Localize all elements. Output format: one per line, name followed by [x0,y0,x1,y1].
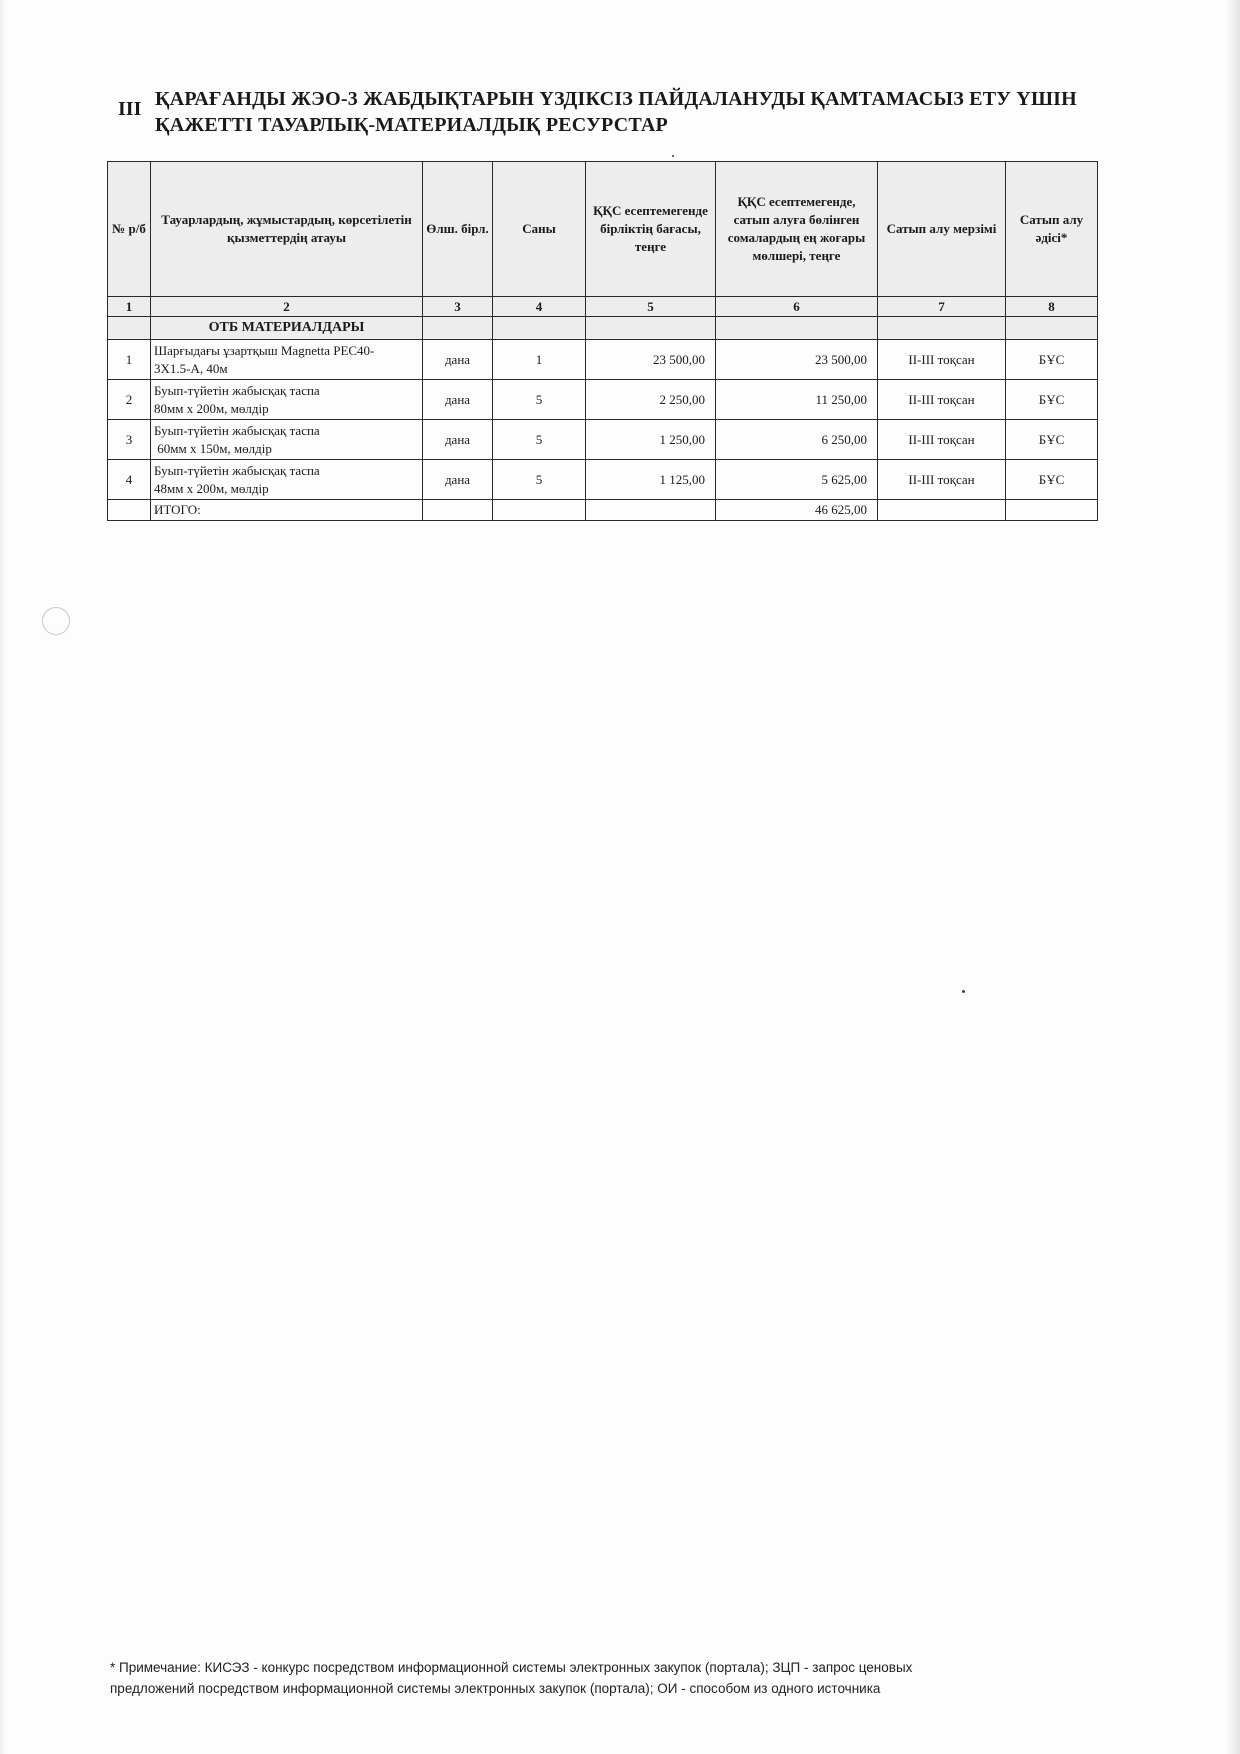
quantity: 1 [493,340,586,380]
scan-speck [672,155,674,157]
header-cell: Сатып алу мерзімі [878,162,1006,297]
purchase-method: БҰС [1006,420,1098,460]
empty-cell [423,317,493,340]
unit: дана [423,380,493,420]
empty-cell [716,317,878,340]
item-name [151,460,423,500]
column-number: 4 [493,297,586,317]
section-title: ҚАРАҒАНДЫ ЖЭО-3 ЖАБДЫҚТАРЫН ҮЗДІКСІЗ ПАЙДАЛАНУДЫ ҚАМТАМАСЫЗ ЕТУ ҮШІН ҚАЖЕТТІ ТАУАРЛЫҚ-МАТЕРИАЛДЫҚ РЕСУРСТАР [155,88,1077,136]
header-cell: Саны [493,162,586,297]
column-number: 5 [586,297,716,317]
row-number: 2 [108,380,151,420]
amount: 11 250,00 [716,380,878,420]
purchase-period: II-III тоқсан [878,380,1006,420]
footnote [110,1657,1120,1699]
section-row [108,317,1098,340]
row-number: 3 [108,420,151,460]
empty-cell [108,500,151,521]
quantity: 5 [493,420,586,460]
scan-speck [962,990,965,993]
empty-cell [878,500,1006,521]
scan-right-edge [1226,0,1240,1754]
amount: 6 250,00 [716,420,878,460]
empty-cell [493,500,586,521]
empty-cell [1006,317,1098,340]
item-name-line: 60мм х 150м, мөлдір [154,440,272,456]
scan-left-edge [0,0,6,1754]
purchase-period: II-III тоқсан [878,420,1006,460]
row-number: 4 [108,460,151,500]
unit-price: 1 250,00 [586,420,716,460]
empty-cell [493,317,586,340]
item-name-line: Буып-түйетін жабысқақ таспа [154,382,320,398]
amount: 23 500,00 [716,340,878,380]
unit: дана [423,420,493,460]
column-number: 2 [151,297,423,317]
header-cell: Тауарлардың, жұмыстардың, көрсетілетін қызметтердің атауы [151,162,423,297]
column-number: 3 [423,297,493,317]
quantity: 5 [493,460,586,500]
purchase-method: БҰС [1006,380,1098,420]
column-number-row [108,297,1098,317]
column-number: 7 [878,297,1006,317]
header-cell: № р/б [108,162,151,297]
header-cell: Сатып алу әдісі* [1006,162,1098,297]
resources-table [107,161,1098,521]
amount: 5 625,00 [716,460,878,500]
item-name-line: Буып-түйетін жабысқақ таспа [154,422,320,438]
header-cell: ҚҚС есептемегенде бірліктің бағасы, теңге [586,162,716,297]
empty-cell [108,317,151,340]
empty-cell [423,500,493,521]
unit-price: 1 125,00 [586,460,716,500]
table-row [108,340,1098,380]
empty-cell [586,317,716,340]
table-header-row [108,162,1098,297]
empty-cell [586,500,716,521]
item-name-line: Шарғыдағы ұзартқыш Magnetta PEC40- [154,342,375,358]
column-number: 6 [716,297,878,317]
column-number: 1 [108,297,151,317]
item-name [151,380,423,420]
unit: дана [423,460,493,500]
empty-cell [1006,500,1098,521]
section-row-title: ОТБ МАТЕРИАЛДАРЫ [151,317,423,340]
quantity: 5 [493,380,586,420]
item-name [151,340,423,380]
row-number: 1 [108,340,151,380]
purchase-period: II-III тоқсан [878,460,1006,500]
total-row [108,500,1098,521]
total-amount: 46 625,00 [716,500,878,521]
table-row [108,460,1098,500]
item-name-line: Буып-түйетін жабысқақ таспа [154,462,320,478]
purchase-method: БҰС [1006,340,1098,380]
item-name-line: 48мм х 200м, мөлдір [154,480,269,496]
header-cell: Өлш. бірл. [423,162,493,297]
unit-price: 2 250,00 [586,380,716,420]
table-row [108,420,1098,460]
column-number: 8 [1006,297,1098,317]
purchase-period: II-III тоқсан [878,340,1006,380]
unit: дана [423,340,493,380]
item-name [151,420,423,460]
item-name-line: 3X1.5-A, 40м [154,360,228,376]
header-cell: ҚҚС есептемегенде, сатып алуға бөлінген сомалардың ең жоғары мөлшері, теңге [716,162,878,297]
total-label: ИТОГО: [151,500,423,521]
empty-cell [878,317,1006,340]
scan-punch-mark [42,607,70,635]
section-number: III [118,98,142,120]
unit-price: 23 500,00 [586,340,716,380]
table-row [108,380,1098,420]
item-name-line: 80мм х 200м, мөлдір [154,400,269,416]
footnote-line: предложений посредством информационной системы электронных закупок (портала); ОИ - способом из одного источника [110,1681,881,1696]
purchase-method: БҰС [1006,460,1098,500]
footnote-line: * Примечание: КИСЭЗ - конкурс посредством информационной системы электронных закупок (портала); ЗЦП - запрос ценовых [110,1660,913,1675]
